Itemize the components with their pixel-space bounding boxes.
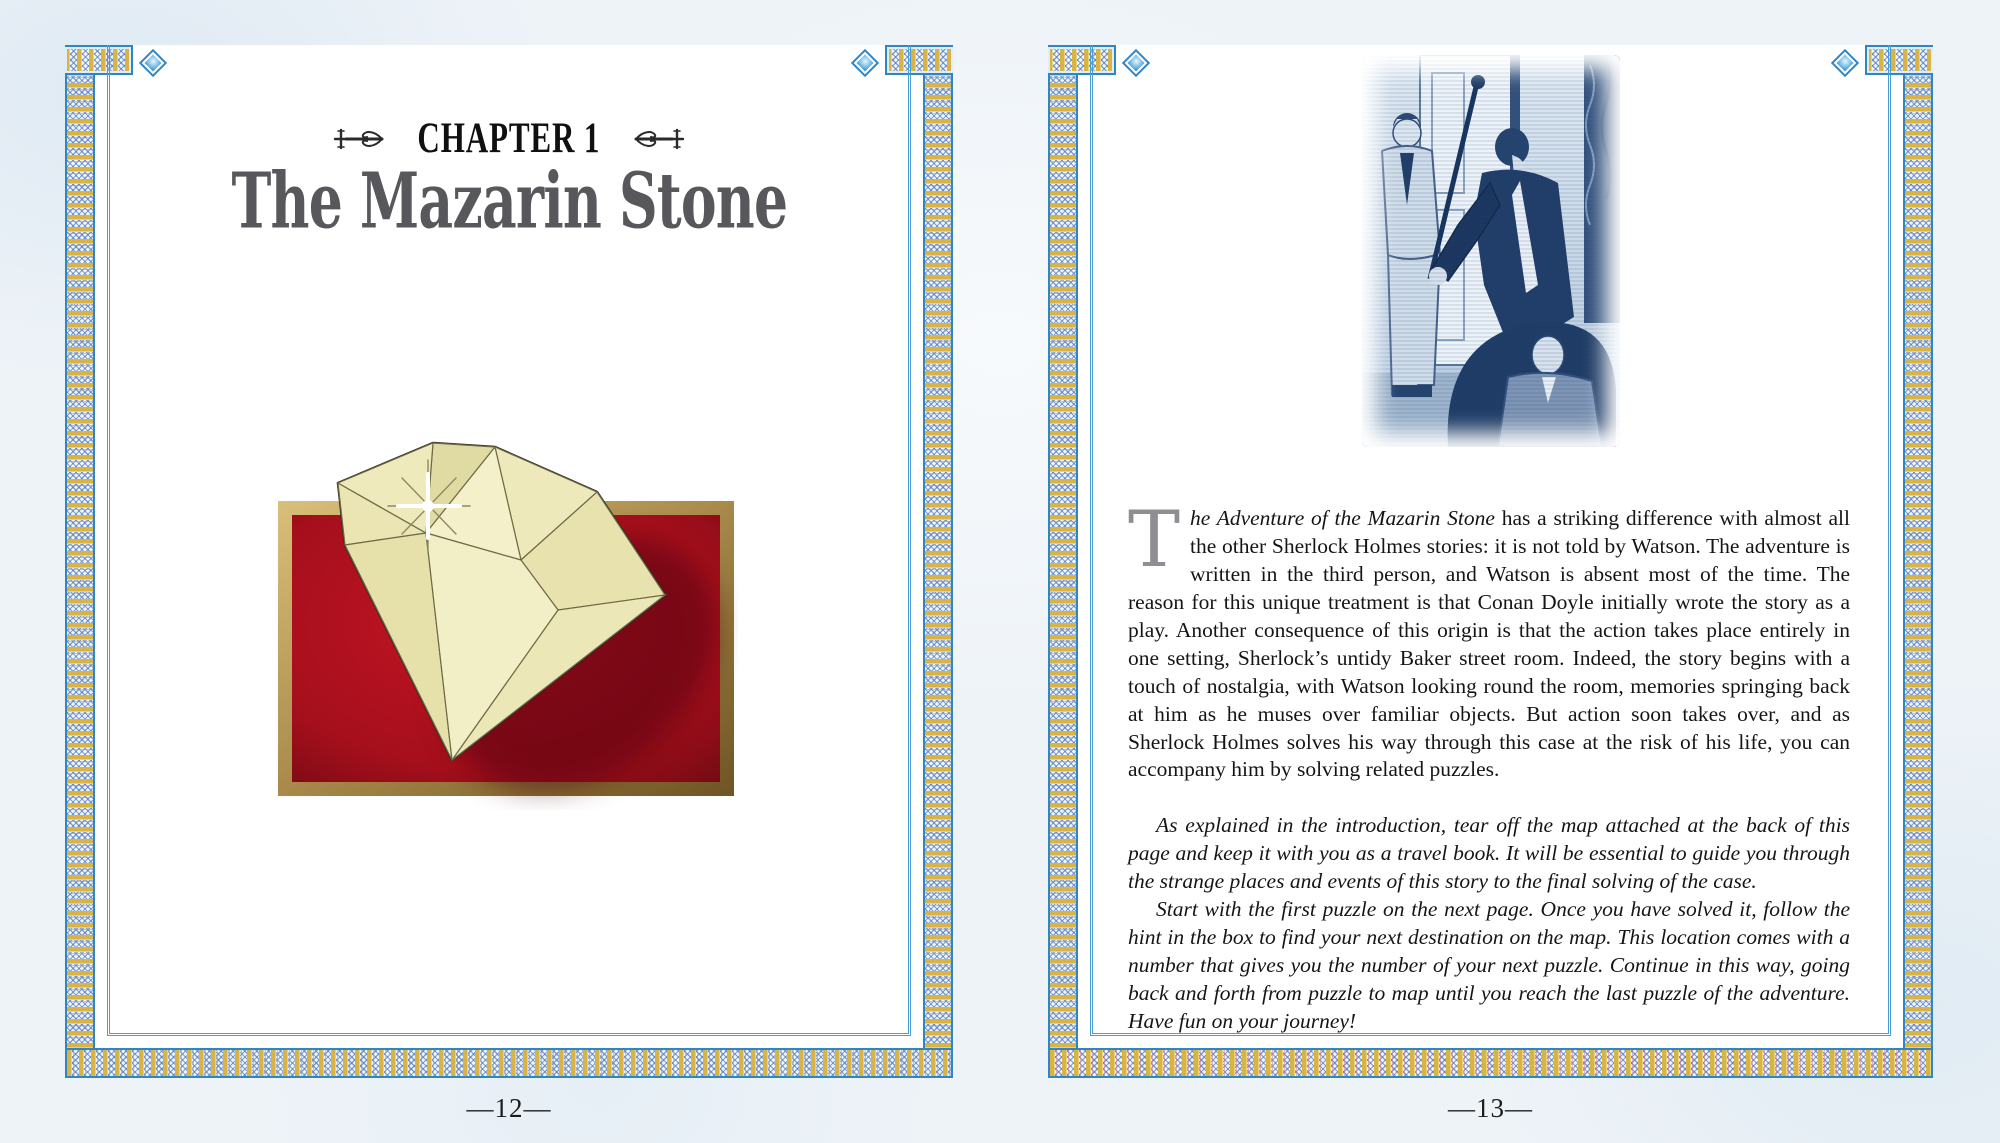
holmes-cane-scene-icon — [1362, 55, 1620, 447]
gem-illustration — [276, 438, 738, 810]
chapter-heading — [65, 114, 953, 163]
page-number-left: —12— — [466, 1093, 552, 1123]
frame-left-band — [1048, 45, 1078, 1078]
flourish-right-icon — [632, 126, 686, 152]
paragraph-1-text: has a striking difference with almost all the other Sherlock Holmes stories: it is not told by Watson. The adventure is written in the third person, and Watson is absent most of the time. The reason for this unique treatment is that Conan Doyle initially wrote the story as a play. Another consequence of this origin is that the action takes place entirely in one setting, Sherlock’s untidy Baker street room. Indeed, the story begins with a touch of nostalgia, with Watson looking round the room, memories springing back at him as he muses over familiar objects. But action soon takes over, and as Sherlock Holmes solves his way through this case at the risk of his life, you can accompany him by solving related puzzles. — [1128, 506, 1850, 782]
paragraph-1 — [1128, 495, 1850, 784]
engraving-illustration — [1362, 55, 1620, 447]
mazarin-diamond-icon — [276, 438, 738, 810]
frame-right-band — [1903, 45, 1933, 1078]
left-page — [65, 45, 953, 1123]
paragraph-1-italic-lead: he Adventure of the Mazarin Stone — [1190, 506, 1495, 530]
frame-bottom-band — [65, 1048, 953, 1078]
right-page — [1048, 45, 1933, 1123]
page-number-right: —13— — [1448, 1093, 1533, 1123]
flourish-left-icon — [332, 126, 386, 152]
body-text — [1128, 495, 1850, 1036]
frame-bottom-band — [1048, 1048, 1933, 1078]
chapter-label: CHAPTER 1 — [417, 114, 601, 163]
chapter-title: The Mazarin Stone — [231, 155, 787, 246]
drop-cap: T — [1128, 495, 1181, 585]
paragraph-3: Start with the first puzzle on the next page. Once you have solved it, follow the hint in the box to find your next destination on the map. This location comes with a number that gives you the number of your next puzzle. Continue in this way, going back and forth from puzzle to map until you reach the last puzzle of the adventure. Have fun on your journey! — [1128, 897, 1850, 1033]
chapter-title-row — [65, 155, 953, 246]
paragraph-2: As explained in the introduction, tear off the map attached at the back of this page and keep it with you as a travel book. It will be essential to guide you through the strange places and events of this story to the final solving of the case. — [1128, 813, 1850, 894]
